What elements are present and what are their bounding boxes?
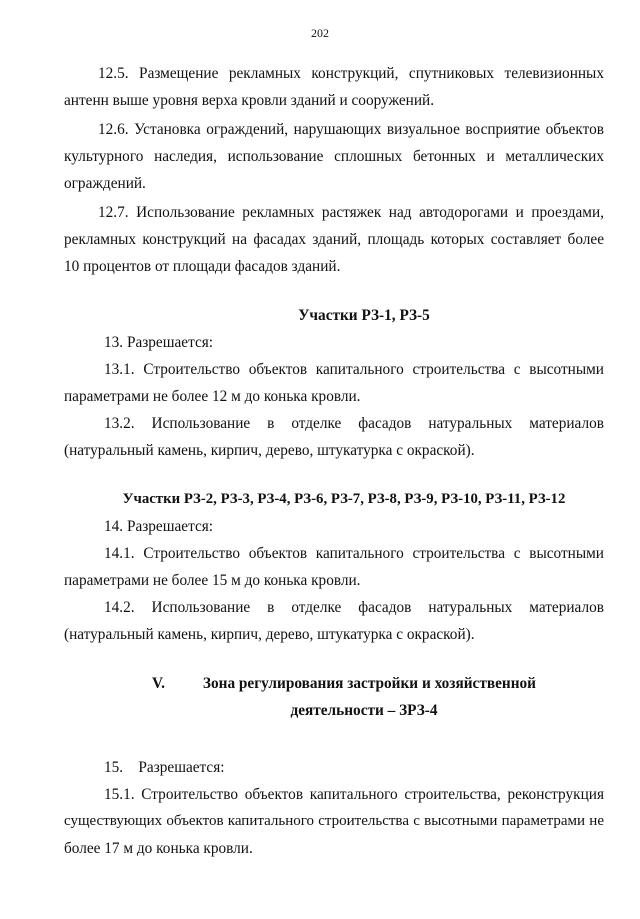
paragraph-12-7-line2: рекламных конструкций на фасадах зданий, площадь которых составляет более — [64, 231, 604, 248]
item-15: 15. Разрешается: — [104, 759, 225, 776]
paragraph-12-6-line3: ограждений. — [64, 175, 146, 192]
zone-heading — [64, 670, 604, 697]
item-15-1-line1: 15.1. Строительство объектов капитального строительства, реконструкция — [104, 786, 604, 803]
paragraph-12-7-line3: 10 процентов от площади фасадов зданий. — [64, 258, 341, 275]
spacer — [64, 464, 604, 486]
section-heading-rz-1-5: Участки РЗ-1, РЗ-5 — [298, 307, 430, 324]
item-14-2-line2: (натуральный камень, кирпич, дерево, штукатурка с окраской). — [64, 626, 475, 643]
paragraph-12-5-cont: антенн выше уровня верха кровли зданий и сооружений. — [64, 92, 435, 109]
page-number: 202 — [311, 26, 329, 40]
document-body — [64, 60, 604, 862]
paragraph-12-5-line1: 12.5. Размещение рекламных конструкций, спутниковых телевизионных — [98, 65, 604, 82]
paragraph-12-5 — [64, 60, 604, 87]
paragraph-12-7-line1: 12.7. Использование рекламных растяжек над автодорогами и проездами, — [98, 204, 604, 221]
zone-heading-line2: деятельности – ЗРЗ-4 — [290, 702, 438, 719]
zone-heading-line1: Зона регулирования застройки и хозяйственной — [202, 675, 536, 692]
item-15-1-line2: существующих объектов капитального строительства с высотными параметрами не — [64, 813, 604, 829]
item-14: 14. Разрешается: — [104, 518, 214, 535]
item-13-1-line1: 13.1. Строительство объектов капитального строительства с высотными — [104, 361, 604, 378]
item-14-2-line1: 14.2. Использование в отделке фасадов натуральных материалов — [104, 599, 604, 616]
paragraph-12-6-line2: культурного наследия, использование сплошных бетонных и металлических — [64, 148, 604, 165]
item-13-2-line2: (натуральный камень, кирпич, дерево, штукатурка с окраской). — [64, 442, 475, 459]
paragraph-12-6-line1: 12.6. Установка ограждений, нарушающих визуальное восприятие объектов — [98, 121, 604, 138]
spacer — [64, 648, 604, 670]
spacer — [64, 724, 604, 754]
item-13: 13. Разрешается: — [104, 334, 214, 351]
zone-roman-numeral: V. — [152, 675, 165, 692]
spacer — [64, 280, 604, 302]
item-13-1-line2: параметрами не более 12 м до конька кровли. — [64, 388, 361, 405]
item-14-1-line1: 14.1. Строительство объектов капитального строительства с высотными — [104, 545, 604, 562]
item-14-1-line2: параметрами не более 15 м до конька кровли. — [64, 572, 361, 589]
item-15-1-line3: более 17 м до конька кровли. — [64, 840, 253, 857]
section-heading-rz-2-12: Участки РЗ-2, РЗ-3, РЗ-4, РЗ-6, РЗ-7, РЗ-8, РЗ-9, РЗ-10, РЗ-11, РЗ-12 — [122, 491, 566, 507]
item-13-2-line1: 13.2. Использование в отделке фасадов натуральных материалов — [104, 415, 604, 432]
